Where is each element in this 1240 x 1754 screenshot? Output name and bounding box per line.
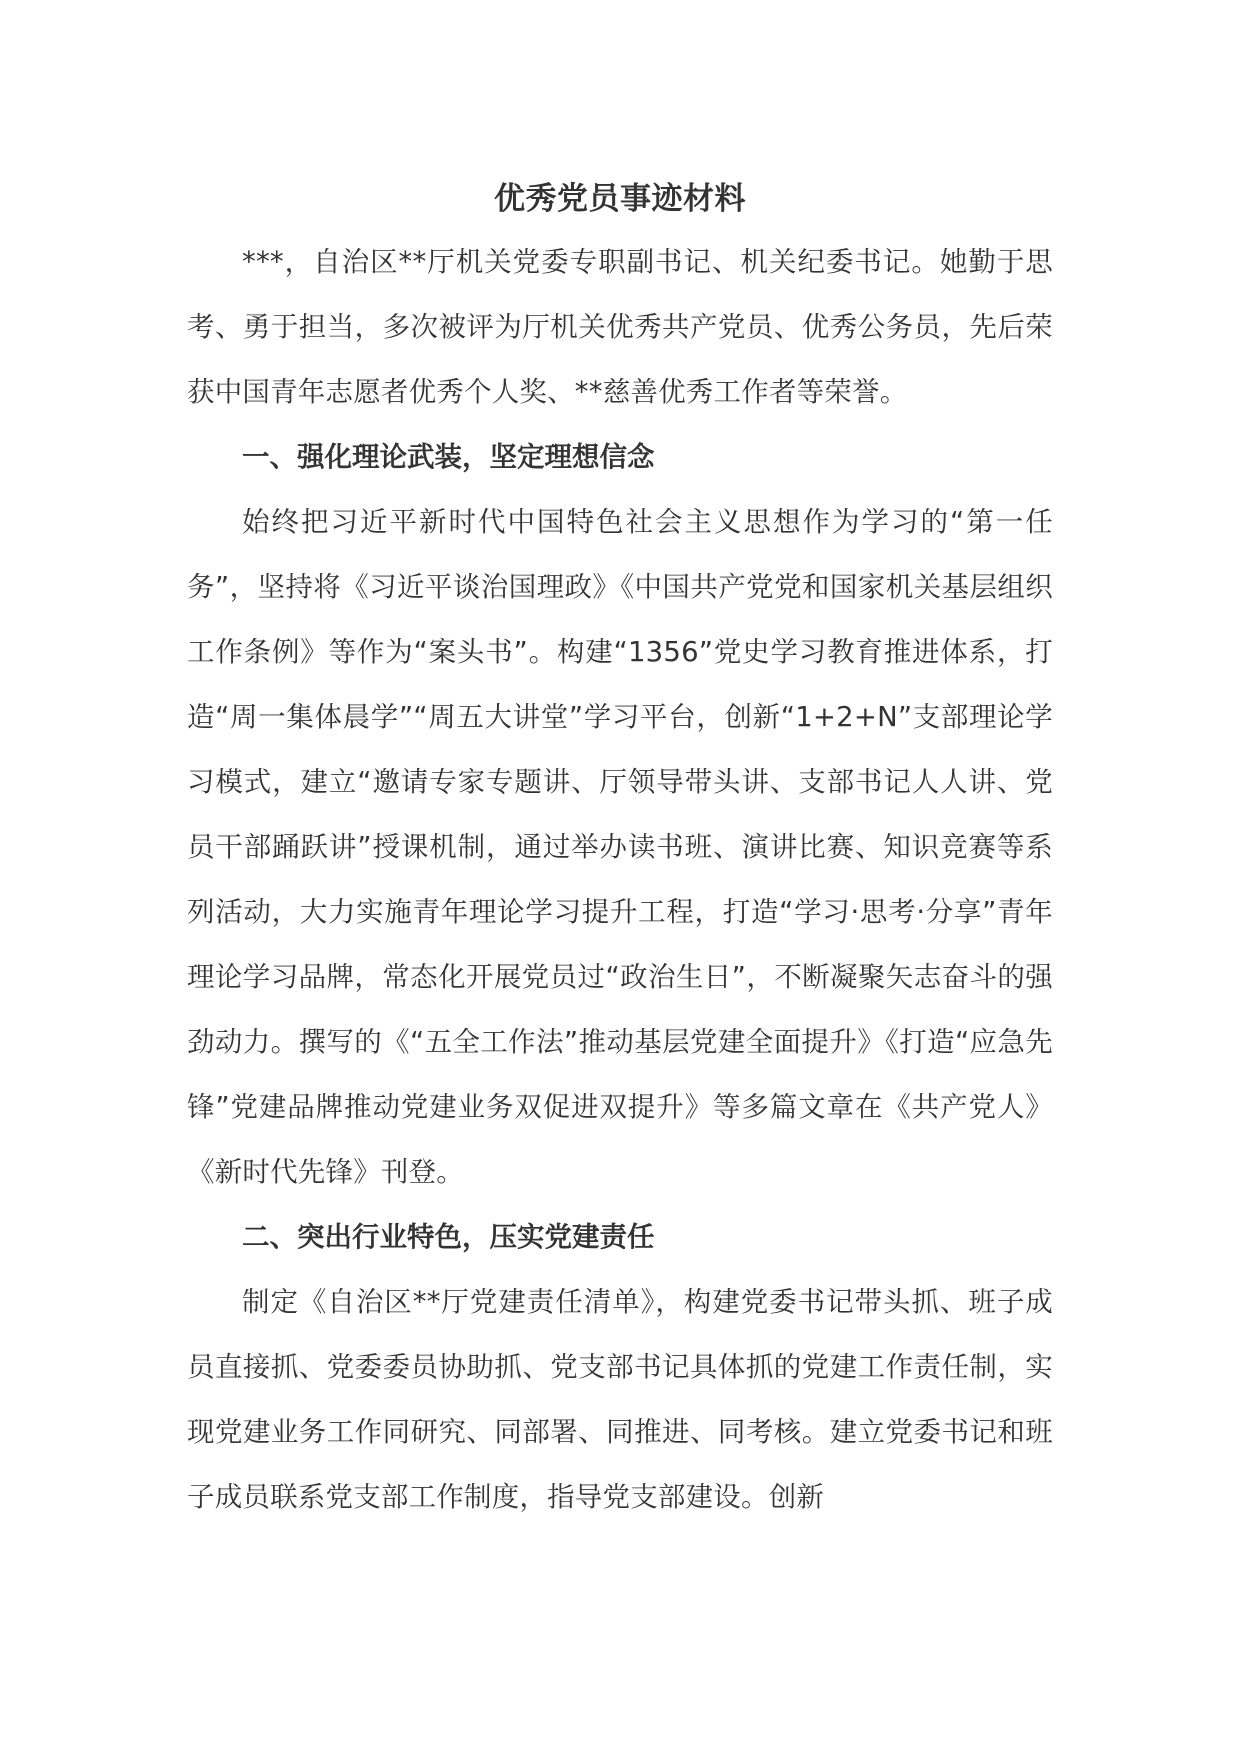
section-body-1: 始终把习近平新时代中国特色社会主义思想作为学习的“第一任务”，坚持将《习近平谈治国理政》《中国共产党党和国家机关基层组织工作条例》等作为“案头书”。构建“1356”党史学习教育推进体系，打造“周一集体晨学”“周五大讲堂”学习平台，创新“1+2+N”支部理论学习模式，建立“邀请专家专题讲、厅领导带头讲、支部书记人人讲、党员干部踊跃讲”授课机制，通过举办读书班、演讲比赛、知识竞赛等系列活动，大力实施青年理论学习提升工程，打造“学习·思考·分享”青年理论学习品牌，常态化开展党员过“政治生日”，不断凝聚矢志奋斗的强劲动力。撰写的《“五全工作法”推动基层党建全面提升》《打造“应急先锋”党建品牌推动党建业务双促进双提升》等多篇文章在《共产党人》《新时代先锋》刊登。 [187, 506, 1053, 1188]
section-body-2: 制定《自治区**厅党建责任清单》，构建党委书记带头抓、班子成员直接抓、党委委员协助抓、党支部书记具体抓的党建工作责任制，实现党建业务工作同研究、同部署、同推进、同考核。建立党委书记和班子成员联系党支部工作制度，指导党支部建设。创新 [187, 1286, 1053, 1513]
section-heading-2: 二、突出行业特色，压实党建责任 [242, 1221, 655, 1253]
document-title: 优秀党员事迹材料 [494, 181, 746, 217]
section-heading-1: 一、强化理论武装，坚定理想信念 [242, 441, 655, 473]
intro-paragraph: ***，自治区**厅机关党委专职副书记、机关纪委书记。她勤于思考、勇于担当，多次被评为厅机关优秀共产党员、优秀公务员，先后荣获中国青年志愿者优秀个人奖、**慈善优秀工作者等荣誉。 [187, 246, 1053, 408]
document-content [187, 168, 1053, 1530]
